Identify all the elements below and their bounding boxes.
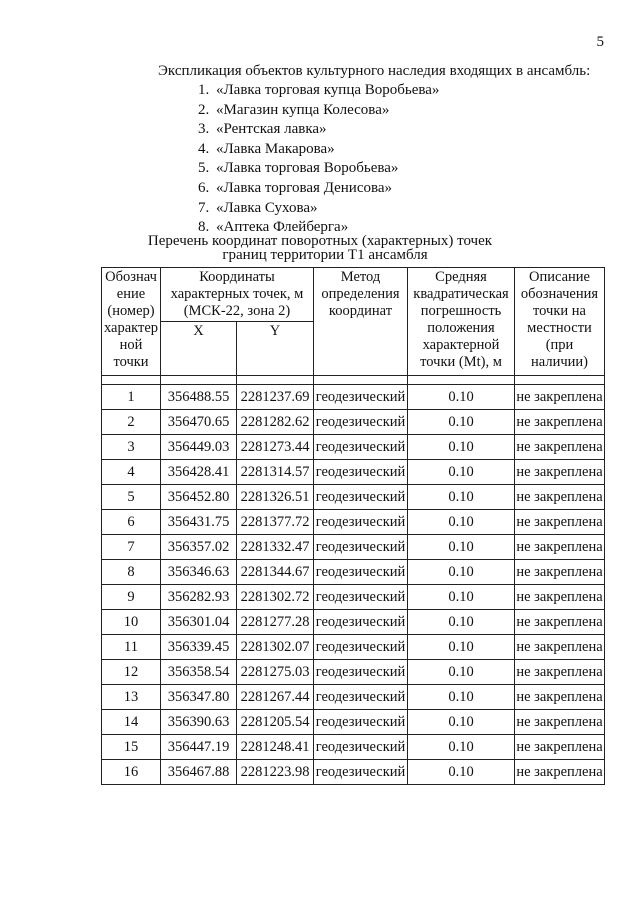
cell-point-number: 3 xyxy=(102,435,161,460)
table-caption-line1: Перечень координат поворотных (характерных) точек xyxy=(147,233,493,249)
cell-accuracy: 0.10 xyxy=(408,660,515,685)
cell-point-number: 8 xyxy=(102,560,161,585)
cell-description: не закреплена xyxy=(515,560,605,585)
cell-description: не закреплена xyxy=(515,410,605,435)
table-row xyxy=(102,635,605,660)
list-item xyxy=(198,179,439,199)
cell-accuracy: 0.10 xyxy=(408,760,515,785)
cell-method: геодезический xyxy=(314,735,408,760)
table-row xyxy=(102,385,605,410)
header-text: (номер) xyxy=(107,303,155,319)
cell-method: геодезический xyxy=(314,685,408,710)
list-item xyxy=(198,81,439,101)
cell-y: 2281302.07 xyxy=(237,635,314,660)
header-method xyxy=(314,268,408,376)
cell-description: не закреплена xyxy=(515,485,605,510)
list-item-name: «Лавка торговая Воробьева» xyxy=(216,160,399,177)
cell-accuracy: 0.10 xyxy=(408,385,515,410)
cell-accuracy: 0.10 xyxy=(408,485,515,510)
header-text: точки (Mt), м xyxy=(420,354,502,370)
table-caption xyxy=(0,234,640,262)
cell-x: 356447.19 xyxy=(161,735,237,760)
table-row xyxy=(102,485,605,510)
cell-y: 2281273.44 xyxy=(237,435,314,460)
cell-description: не закреплена xyxy=(515,710,605,735)
cell-accuracy: 0.10 xyxy=(408,710,515,735)
header-text: обозначения xyxy=(520,286,599,302)
list-item-number: 6. xyxy=(198,179,210,196)
table-row xyxy=(102,410,605,435)
cell-description: не закреплена xyxy=(515,660,605,685)
objects-heading: Экспликация объектов культурного наследия входящих в ансамбль: xyxy=(158,63,591,79)
header-accuracy xyxy=(408,268,515,376)
cell-accuracy: 0.10 xyxy=(408,685,515,710)
cell-y: 2281237.69 xyxy=(237,385,314,410)
list-item xyxy=(198,159,439,179)
list-item-name: «Лавка Сухова» xyxy=(216,199,318,216)
header-text: Средняя xyxy=(435,269,487,285)
table-row xyxy=(102,560,605,585)
list-item-number: 5. xyxy=(198,160,210,177)
table-row xyxy=(102,710,605,735)
header-text: характерной xyxy=(422,337,500,353)
cell-x: 356390.63 xyxy=(161,710,237,735)
header-separator xyxy=(102,376,605,385)
list-item-number: 7. xyxy=(198,199,210,216)
cell-description: не закреплена xyxy=(515,435,605,460)
list-item-number: 1. xyxy=(198,82,210,98)
cell-point-number: 14 xyxy=(102,710,161,735)
cell-description: не закреплена xyxy=(515,535,605,560)
cell-description: не закреплена xyxy=(515,610,605,635)
header-text: координат xyxy=(328,303,393,319)
list-item-name: «Лавка торговая Денисова» xyxy=(216,179,393,196)
header-text: квадратическая xyxy=(413,286,509,302)
cell-method: геодезический xyxy=(314,410,408,435)
list-item xyxy=(198,199,439,219)
cell-method: геодезический xyxy=(314,510,408,535)
cell-method: геодезический xyxy=(314,635,408,660)
cell-accuracy: 0.10 xyxy=(408,735,515,760)
cell-method: геодезический xyxy=(314,435,408,460)
cell-point-number: 13 xyxy=(102,685,161,710)
cell-x: 356470.65 xyxy=(161,410,237,435)
cell-method: геодезический xyxy=(314,760,408,785)
cell-accuracy: 0.10 xyxy=(408,435,515,460)
list-item xyxy=(198,101,439,121)
cell-point-number: 6 xyxy=(102,510,161,535)
header-y: Y xyxy=(237,322,314,376)
header-text: (при xyxy=(545,337,574,353)
table-caption-line2: границ территории Т1 ансамбля xyxy=(222,247,428,263)
cell-x: 356358.54 xyxy=(161,660,237,685)
cell-y: 2281314.57 xyxy=(237,460,314,485)
cell-method: геодезический xyxy=(314,660,408,685)
list-item-name: «Магазин купца Колесова» xyxy=(216,101,390,118)
list-item-number: 8. xyxy=(198,219,210,236)
cell-point-number: 16 xyxy=(102,760,161,785)
list-item xyxy=(198,120,439,140)
page-number: 5 xyxy=(596,34,604,50)
cell-method: геодезический xyxy=(314,560,408,585)
header-text: характер xyxy=(103,320,159,336)
cell-description: не закреплена xyxy=(515,735,605,760)
cell-y: 2281332.47 xyxy=(237,535,314,560)
table-row xyxy=(102,735,605,760)
table-row xyxy=(102,435,605,460)
cell-x: 356452.80 xyxy=(161,485,237,510)
cell-x: 356301.04 xyxy=(161,610,237,635)
cell-point-number: 12 xyxy=(102,660,161,685)
header-text: Метод xyxy=(340,269,381,285)
cell-method: геодезический xyxy=(314,385,408,410)
cell-x: 356282.93 xyxy=(161,585,237,610)
list-item-number: 3. xyxy=(198,121,210,138)
header-text: Описание xyxy=(529,269,590,285)
header-x: X xyxy=(161,322,237,376)
cell-point-number: 4 xyxy=(102,460,161,485)
cell-description: не закреплена xyxy=(515,385,605,410)
cell-x: 356488.55 xyxy=(161,385,237,410)
cell-x: 356346.63 xyxy=(161,560,237,585)
list-item-name: «Лавка Макарова» xyxy=(216,140,335,157)
header-description xyxy=(515,268,605,376)
cell-x: 356431.75 xyxy=(161,510,237,535)
header-text: погрешность xyxy=(420,303,502,319)
cell-y: 2281267.44 xyxy=(237,685,314,710)
table-row xyxy=(102,535,605,560)
cell-point-number: 15 xyxy=(102,735,161,760)
table-row xyxy=(102,760,605,785)
header-text: положения xyxy=(427,320,495,336)
cell-method: геодезический xyxy=(314,535,408,560)
cell-accuracy: 0.10 xyxy=(408,460,515,485)
header-text: определения xyxy=(321,286,400,302)
cell-description: не закреплена xyxy=(515,585,605,610)
cell-y: 2281223.98 xyxy=(237,760,314,785)
cell-point-number: 1 xyxy=(102,385,161,410)
cell-method: геодезический xyxy=(314,485,408,510)
table-row xyxy=(102,585,605,610)
cell-description: не закреплена xyxy=(515,460,605,485)
cell-description: не закреплена xyxy=(515,510,605,535)
header-text: (МСК-22, зона 2) xyxy=(183,303,291,319)
table-body xyxy=(102,385,605,785)
cell-y: 2281302.72 xyxy=(237,585,314,610)
cell-description: не закреплена xyxy=(515,760,605,785)
header-text: точки на xyxy=(533,303,586,319)
list-item-name: «Лавка торговая купца Воробьева» xyxy=(216,82,440,98)
list-item-name: «Рентская лавка» xyxy=(216,121,327,138)
cell-y: 2281205.54 xyxy=(237,710,314,735)
cell-point-number: 9 xyxy=(102,585,161,610)
cell-x: 356449.03 xyxy=(161,435,237,460)
cell-accuracy: 0.10 xyxy=(408,410,515,435)
table-row xyxy=(102,685,605,710)
cell-y: 2281275.03 xyxy=(237,660,314,685)
cell-accuracy: 0.10 xyxy=(408,535,515,560)
header-text: Обознач xyxy=(105,269,157,285)
cell-accuracy: 0.10 xyxy=(408,585,515,610)
table-row xyxy=(102,510,605,535)
coordinates-table xyxy=(101,267,605,785)
cell-method: геодезический xyxy=(314,710,408,735)
cell-y: 2281344.67 xyxy=(237,560,314,585)
list-item-number: 2. xyxy=(198,101,210,118)
header-coordinates xyxy=(161,268,314,322)
cell-accuracy: 0.10 xyxy=(408,610,515,635)
cell-x: 356347.80 xyxy=(161,685,237,710)
cell-description: не закреплена xyxy=(515,685,605,710)
cell-y: 2281377.72 xyxy=(237,510,314,535)
objects-list xyxy=(198,81,439,238)
cell-accuracy: 0.10 xyxy=(408,635,515,660)
table-row xyxy=(102,660,605,685)
cell-accuracy: 0.10 xyxy=(408,510,515,535)
cell-x: 356357.02 xyxy=(161,535,237,560)
cell-point-number: 10 xyxy=(102,610,161,635)
header-text: местности xyxy=(527,320,592,336)
header-text: точки xyxy=(113,354,149,370)
header-text: ение xyxy=(116,286,146,302)
cell-y: 2281277.28 xyxy=(237,610,314,635)
header-text: Координаты xyxy=(199,269,275,285)
cell-point-number: 7 xyxy=(102,535,161,560)
table-row xyxy=(102,610,605,635)
cell-point-number: 2 xyxy=(102,410,161,435)
header-text: характерных точек, м xyxy=(170,286,304,302)
cell-method: геодезический xyxy=(314,460,408,485)
header-point-number xyxy=(102,268,161,376)
cell-x: 356428.41 xyxy=(161,460,237,485)
cell-y: 2281282.62 xyxy=(237,410,314,435)
list-item xyxy=(198,140,439,160)
list-item-number: 4. xyxy=(198,140,210,157)
list-item-name: «Аптека Флейберга» xyxy=(216,219,349,236)
header-text: ной xyxy=(119,337,143,353)
cell-x: 356467.88 xyxy=(161,760,237,785)
cell-y: 2281248.41 xyxy=(237,735,314,760)
table-row xyxy=(102,460,605,485)
table-header-row xyxy=(102,268,605,322)
header-text: наличии) xyxy=(531,354,588,370)
cell-method: геодезический xyxy=(314,585,408,610)
cell-accuracy: 0.10 xyxy=(408,560,515,585)
cell-point-number: 11 xyxy=(102,635,161,660)
cell-method: геодезический xyxy=(314,610,408,635)
cell-description: не закреплена xyxy=(515,635,605,660)
cell-x: 356339.45 xyxy=(161,635,237,660)
cell-y: 2281326.51 xyxy=(237,485,314,510)
cell-point-number: 5 xyxy=(102,485,161,510)
